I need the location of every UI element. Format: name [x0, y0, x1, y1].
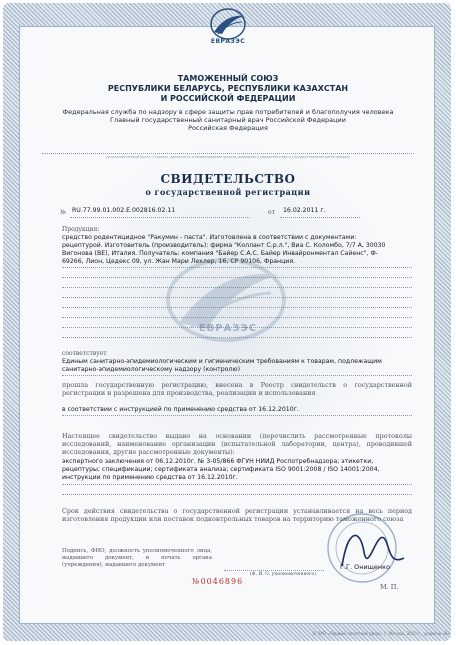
basis-underline-1 [62, 484, 412, 485]
complies-underline [62, 375, 412, 376]
basis-line-3: инструкции по применению средства от 16.12.2010г. [62, 474, 238, 481]
product-label: Продукция: [62, 226, 100, 233]
basis-line-2: рецептуры; спецификации; сертификата анализа; сертификата ISO 9001:2008 / ISO 14001:2004, [62, 466, 380, 473]
agency-caption: (уполномоченный орган Стороны, должность и наименование органа, выдавшего свидетельство о государственной регистрации) [105, 155, 351, 159]
registered-value: в соответствии с инструкцией по применению средства от 16.12.2010г. [62, 406, 299, 413]
eurasec-emblem-icon [208, 8, 248, 42]
basis-text: Настоящее свидетельство выдано на основании (перечислить рассмотренные протоколы исследований, наименование организации (испытательной лаборатории, центра), проводившей исследования, другие рассмотренные документы): [62, 432, 412, 457]
certificate-title: СВИДЕТЕЛЬСТВО [160, 172, 296, 186]
signer-name: Г.Г. Онищенко [340, 563, 390, 571]
serial-number: №0046896 [192, 577, 244, 586]
product-line-3: Вигонова (ВЕ), Италия. Получатель: компания "Байер С.А.С. Байер Инвайронментал Сайенс", Ф- [62, 250, 379, 257]
header-line-2: РЕСПУБЛИКИ БЕЛАРУСЬ, РЕСПУБЛИКИ КАЗАХСТАН [107, 84, 349, 93]
header-line-1: ТАМОЖЕННЫЙ СОЮЗ [177, 74, 279, 83]
reg-no-value: RU.77.99.01.002.E.002816.02.11 [72, 207, 176, 214]
basis-underline-2 [62, 494, 412, 495]
header-line-3: И РОССИЙСКОЙ ФЕДЕРАЦИИ [160, 94, 296, 103]
date-value: 16.02.2011 г. [283, 207, 326, 214]
complies-line-1: Единым санитарно-эпидемиологическим и гигиеническим требованиям к товарам, подлежащим [62, 358, 382, 365]
seal-label: М. П. [380, 583, 399, 591]
reg-no-underline [70, 217, 250, 218]
complies-line-2: санитарно-эпидемиологическому надзору (контролю) [62, 366, 240, 373]
signature-caption: Подпись, ФИО, должность уполномоченного лица, выдавшего документ, и печать органа (учреждения), выдавшего документ [62, 548, 212, 568]
emblem-label: ЕВРАЗЭС [210, 38, 246, 45]
watermark-label: ЕВРАЗЭС [198, 323, 258, 334]
registered-underline [62, 415, 412, 416]
product-line-2: рецептурой. Изготовитель (производитель): фирма "Коллант С.р.л.", Виа С. Коломбо, 7/7 А, 30030 [62, 242, 386, 249]
complies-label: соответствует [62, 350, 107, 357]
agency-line-3: Российская Федерация [188, 124, 268, 132]
date-label: от [268, 209, 275, 216]
signature-line [224, 570, 324, 571]
validity-text: Срок действия свидетельства о государственной регистрации устанавливается на весь период изготовления продукции или поставок подконтрольных товаров на территорию таможенного союза [62, 507, 412, 524]
agency-line-2: Главный государственный санитарный врач Российской Федерации [110, 116, 346, 124]
signer-caption: (Ф. И. О. уполномоченного) [250, 572, 316, 577]
product-line-4: 69266, Лион, Цедекс 09, ул. Жан Мари Леклер, 16, СР 90106, Франция. [62, 258, 296, 265]
reg-no-label: № [60, 209, 66, 216]
agency-underline [42, 153, 414, 154]
official-seal-stamp [318, 508, 414, 588]
registered-text: прошла государственную регистрацию, внесена в Реестр свидетельств о государственной регистрации и разрешена для производства, реализации и использования [62, 381, 412, 398]
product-line-1: средство родентицидное "Ракумин - паста". Изготовлена в соответствии с документами: [62, 234, 357, 241]
agency-line-1: Федеральная служба по надзору в сфере защиты прав потребителей и благополучия человека [62, 108, 394, 116]
printer-footer: © ЗАО «Первый печатный двор», г. Москва, 2010 г., уровень «В» [312, 631, 450, 636]
date-underline [280, 217, 360, 218]
certificate-subtitle: о государственной регистрации [145, 187, 311, 197]
basis-line-1: экспертного заключения от 06.12.2010г. № 3-05/866 ФГУН НИИД Роспотребнадзора; этикетки, [62, 458, 374, 465]
